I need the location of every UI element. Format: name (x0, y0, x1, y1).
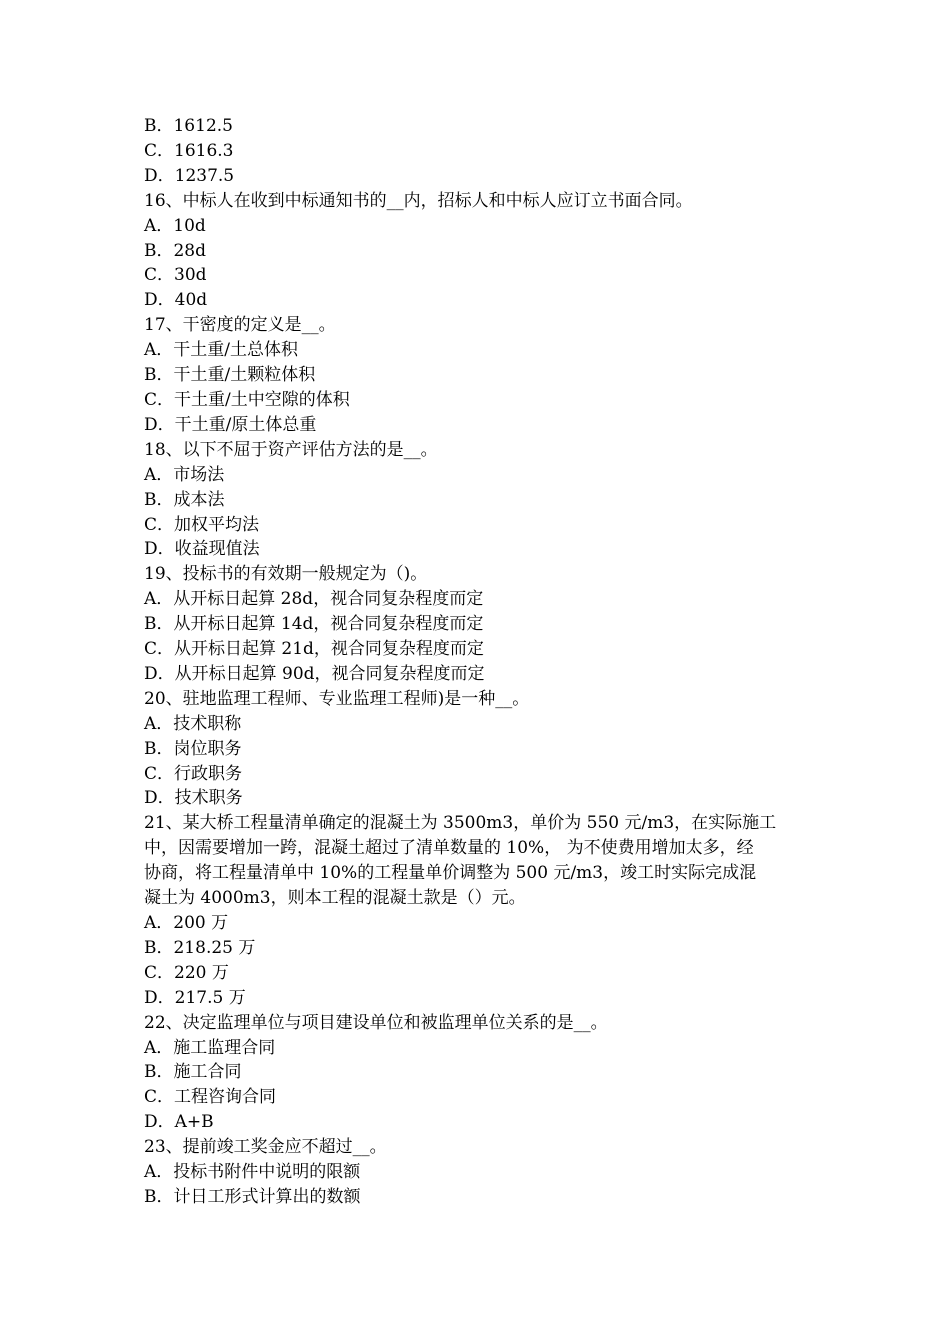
text-line: B．计日工形式计算出的数额 (144, 1186, 361, 1207)
text-line: B．岗位职务 (144, 738, 242, 759)
text-line: A．10d (144, 215, 206, 236)
text-line: 20、驻地监理工程师、专业监理工程师)是一种__。 (144, 688, 530, 709)
text-line: 19、投标书的有效期一般规定为（)。 (144, 564, 428, 585)
text-line: 23、提前竣工奖金应不超过__。 (144, 1137, 387, 1158)
text-line: A．干土重/土总体积 (144, 340, 299, 361)
text-line: D．从开标日起算 90d，视合同复杂程度而定 (144, 663, 485, 684)
text-line: C．行政职务 (144, 763, 243, 784)
text-line: B．1612.5 (144, 116, 233, 136)
text-line: D．收益现值法 (144, 539, 260, 560)
text-line: B．干土重/土颗粒体积 (144, 365, 316, 386)
text-line: B．218.25 万 (144, 937, 256, 958)
text-line: D．1237.5 (144, 165, 235, 186)
text-line: 凝土为 4000m3，则本工程的混凝土款是（）元。 (144, 888, 526, 909)
text-line: A．市场法 (144, 464, 225, 485)
text-line: D．A+B (144, 1112, 214, 1133)
text-line: C．220 万 (144, 962, 229, 983)
text-line: 中，因需要增加一跨，混凝土超过了清单数量的 10%， 为不使费用增加太多，经 (144, 838, 754, 859)
text-line: 17、干密度的定义是__。 (144, 315, 336, 336)
text-line: A．投标书附件中说明的限额 (144, 1162, 361, 1183)
text-line: D．技术职务 (144, 788, 243, 809)
text-line: B．从开标日起算 14d，视合同复杂程度而定 (144, 614, 484, 635)
text-line: A．施工监理合同 (144, 1037, 276, 1058)
text-line: C．干土重/土中空隙的体积 (144, 389, 350, 410)
text-line: C．30d (144, 265, 207, 286)
text-line: 协商，将工程量清单中 10%的工程量单价调整为 500 元/m3，竣工时实际完成混 (144, 863, 757, 884)
document-body (144, 114, 808, 1210)
text-line: 22、决定监理单位与项目建设单位和被监理单位关系的是__。 (144, 1012, 608, 1033)
text-line: A．从开标日起算 28d，视合同复杂程度而定 (144, 589, 484, 610)
text-line: C．从开标日起算 21d，视合同复杂程度而定 (144, 639, 484, 660)
text-line: D．217.5 万 (144, 987, 246, 1008)
text-line: D．40d (144, 290, 208, 311)
text-line: B．成本法 (144, 489, 225, 510)
text-line: C．工程咨询合同 (144, 1087, 277, 1108)
text-line: A．技术职称 (144, 713, 242, 734)
text-line: 16、中标人在收到中标通知书的__内，招标人和中标人应订立书面合同。 (144, 190, 693, 211)
text-line: 21、某大桥工程量清单确定的混凝土为 3500m3，单价为 550 元/m3，在实际施工 (144, 813, 777, 834)
text-line: B．施工合同 (144, 1062, 242, 1083)
text-line: D．干土重/原土体总重 (144, 414, 317, 435)
text-line: A．200 万 (144, 913, 229, 933)
text-line: C．1616.3 (144, 140, 234, 161)
text-line: C．加权平均法 (144, 514, 260, 535)
text-line: B．28d (144, 240, 207, 261)
text-line: 18、以下不屈于资产评估方法的是__。 (144, 439, 438, 460)
